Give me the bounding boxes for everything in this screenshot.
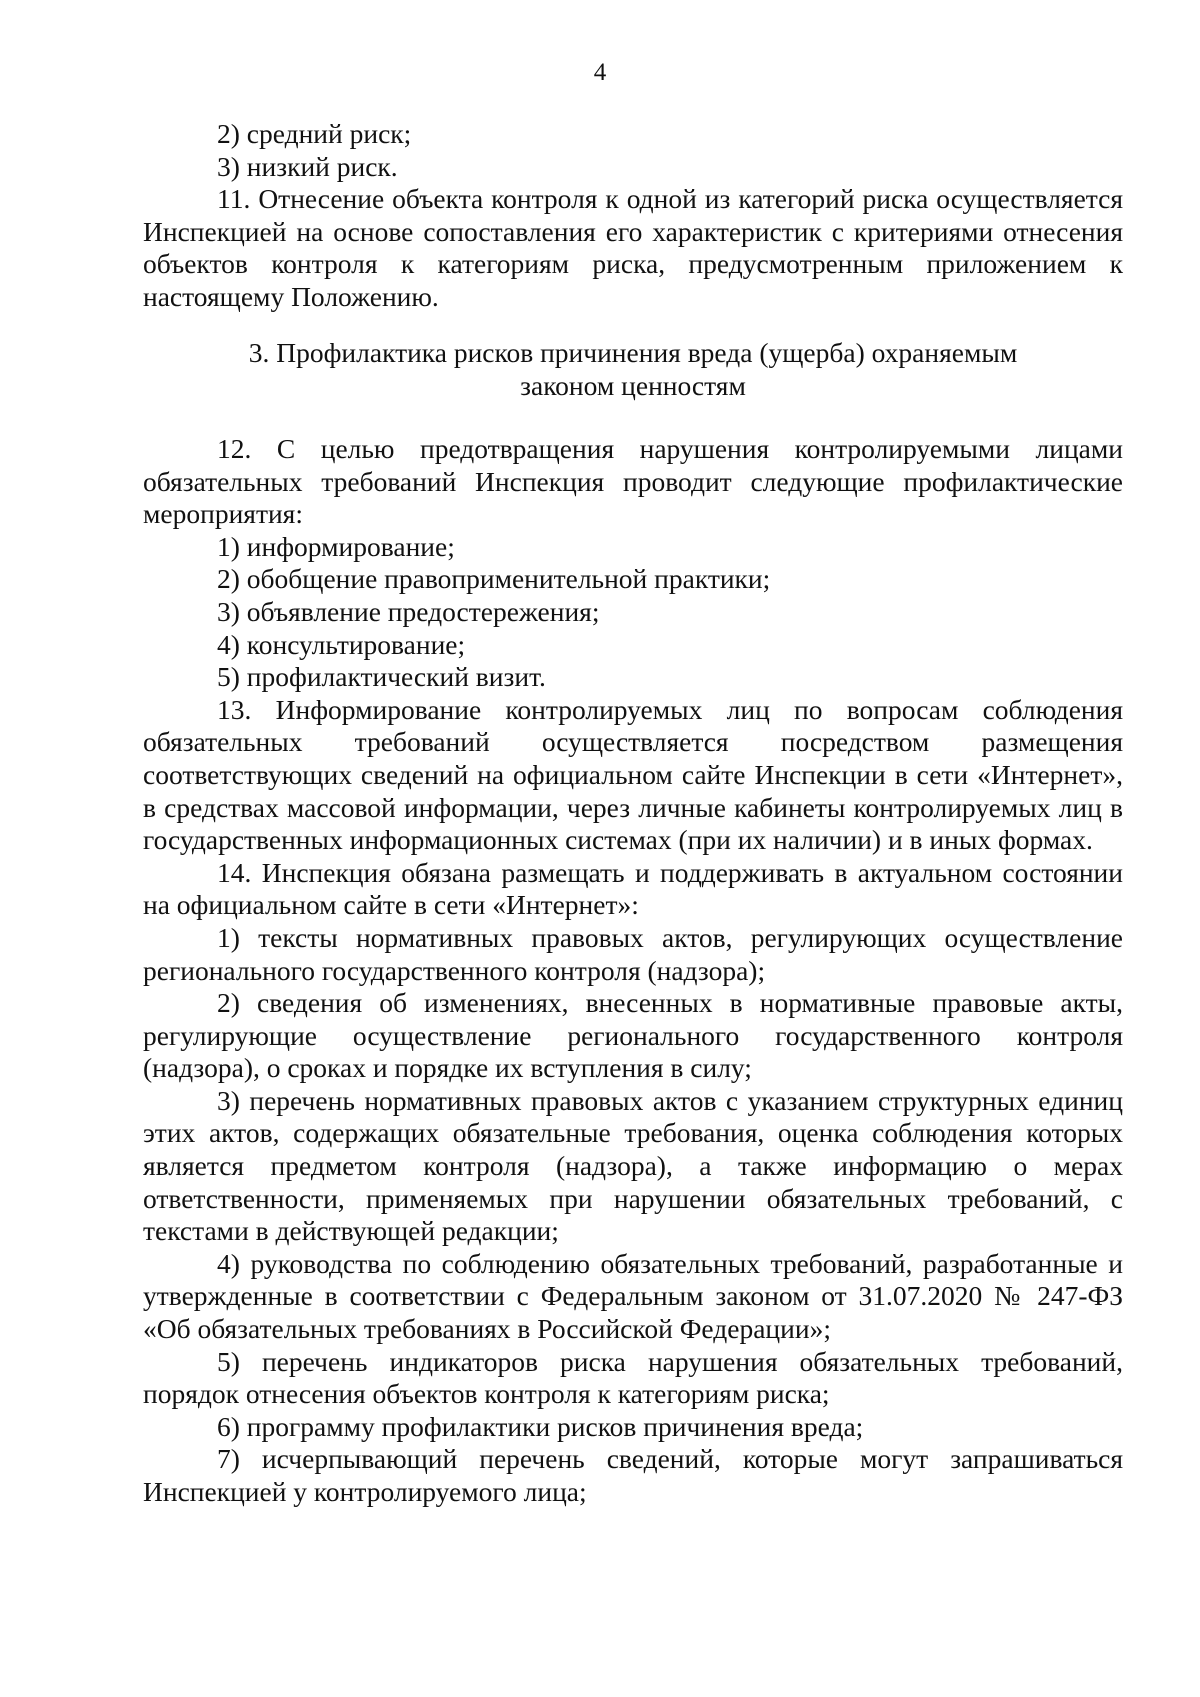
list-item: 3) низкий риск. [217, 150, 398, 182]
text-block-main [143, 433, 1123, 1509]
paragraph-12: 12. С целью предотвращения нарушения контролируемыми лицами обязательных требований Инспекция проводит следующие профилактические мероприятия: [143, 433, 1123, 530]
page-number: 4 [593, 59, 607, 86]
list-item: 2) обобщение правоприменительной практики; [217, 563, 771, 595]
paragraph-14: 14. Инспекция обязана размещать и поддерживать в актуальном состоянии на официальном сайте в сети «Интернет»: [143, 856, 1123, 921]
paragraph-13: 13. Информирование контролируемых лиц по вопросам соблюдения обязательных требований осуществляется посредством размещения соответствующих сведений на официальном сайте Инспекции в сети «Интернет», в средствах массовой информации, через личные кабинеты контролируемых лиц в государственных информационных системах (при их наличии) и в иных формах. [143, 693, 1123, 856]
section-heading [143, 337, 1123, 402]
list-item: 3) объявление предостережения; [217, 595, 600, 627]
section-heading-line-2: законом ценностям [520, 369, 746, 401]
list-item: 1) тексты нормативных правовых актов, регулирующих осуществление регионального государственного контроля (надзора); [143, 921, 1123, 986]
list-item: 4) консультирование; [217, 628, 466, 660]
section-heading-line-1: 3. Профилактика рисков причинения вреда (ущерба) охраняемым [248, 337, 1018, 368]
list-item: 2) сведения об изменениях, внесенных в нормативные правовые акты, регулирующие осуществление регионального государственного контроля (надзора), о сроках и порядке их вступления в силу; [143, 987, 1123, 1084]
list-item: 5) профилактический визит. [217, 661, 546, 693]
list-item: 5) перечень индикаторов риска нарушения обязательных требований, порядок отнесения объектов контроля к категориям риска; [143, 1345, 1123, 1410]
list-item: 1) информирование; [217, 530, 455, 562]
list-item: 2) средний риск; [217, 118, 412, 149]
text-block-top [143, 118, 1123, 314]
list-item: 7) исчерпывающий перечень сведений, которые могут запрашиваться Инспекцией у контролируемого лица; [143, 1443, 1123, 1507]
list-item: 4) руководства по соблюдению обязательных требований, разработанные и утвержденные в соответствии с Федеральным законом от 31.07.2020 № 247-ФЗ «Об обязательных требованиях в Российской Федерации»; [143, 1247, 1123, 1345]
list-item: 3) перечень нормативных правовых актов с указанием структурных единиц этих актов, содержащих обязательные требования, оценка соблюдения которых является предметом контроля (надзора), а также информацию о мерах ответственности, применяемых при нарушении обязательных требований, с текстами в действующей редакции; [143, 1084, 1123, 1247]
list-item: 6) программу профилактики рисков причинения вреда; [217, 1410, 864, 1442]
paragraph-11: 11. Отнесение объекта контроля к одной из категорий риска осуществляется Инспекцией на основе сопоставления его характеристик с критериями отнесения объектов контроля к категориям риска, предусмотренным приложением к настоящему Положению. [143, 183, 1123, 312]
